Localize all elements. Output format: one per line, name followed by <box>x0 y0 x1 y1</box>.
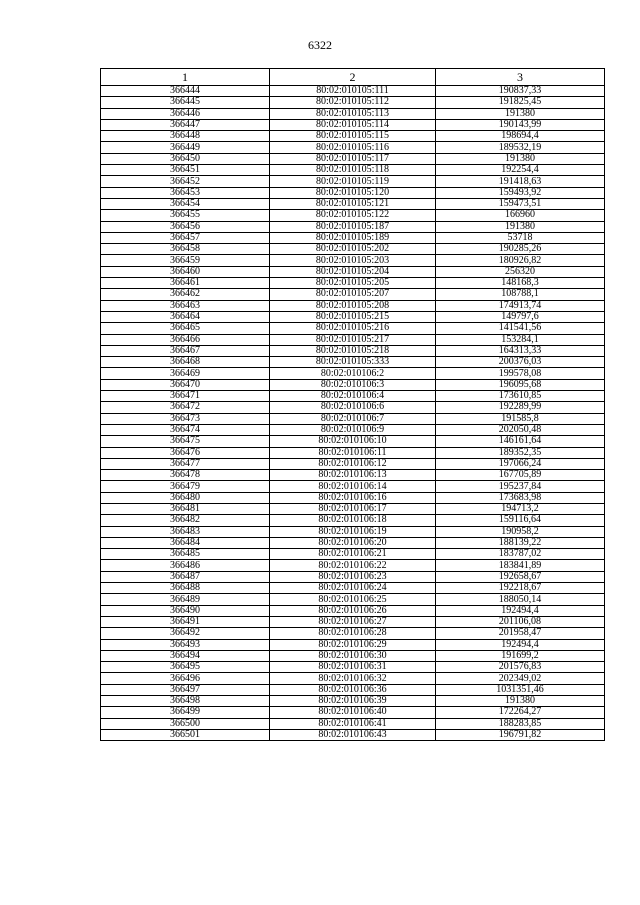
row-number-cell: 366445 <box>101 97 270 108</box>
row-number-cell: 366463 <box>101 300 270 311</box>
value-cell: 189352,35 <box>436 447 605 458</box>
row-number-cell: 366453 <box>101 187 270 198</box>
value-cell: 183841,89 <box>436 560 605 571</box>
row-number-cell: 366462 <box>101 289 270 300</box>
table-row <box>101 402 605 413</box>
page-number: 6322 <box>308 38 332 52</box>
row-number-cell: 366498 <box>101 696 270 707</box>
value-cell: 194713,2 <box>436 503 605 514</box>
cadastral-number-cell: 80:02:010106:28 <box>270 628 436 639</box>
cadastral-number-cell: 80:02:010105:121 <box>270 198 436 209</box>
table-row <box>101 515 605 526</box>
value-cell: 183787,02 <box>436 549 605 560</box>
row-number-cell: 366487 <box>101 571 270 582</box>
row-number-cell: 366448 <box>101 131 270 142</box>
value-cell: 196791,82 <box>436 729 605 740</box>
table-body <box>101 86 605 741</box>
row-number-cell: 366473 <box>101 413 270 424</box>
value-cell: 190285,26 <box>436 244 605 255</box>
value-cell: 146161,64 <box>436 436 605 447</box>
value-cell: 192494,4 <box>436 639 605 650</box>
cadastral-number-cell: 80:02:010105:113 <box>270 108 436 119</box>
row-number-cell: 366479 <box>101 481 270 492</box>
cadastral-number-cell: 80:02:010105:217 <box>270 334 436 345</box>
row-number-cell: 366460 <box>101 266 270 277</box>
cadastral-number-cell: 80:02:010106:43 <box>270 729 436 740</box>
row-number-cell: 366495 <box>101 662 270 673</box>
cadastral-number-cell: 80:02:010105:202 <box>270 244 436 255</box>
cadastral-number-cell: 80:02:010106:2 <box>270 368 436 379</box>
value-cell: 195237,84 <box>436 481 605 492</box>
table-row <box>101 97 605 108</box>
table-row <box>101 266 605 277</box>
table-row <box>101 153 605 164</box>
value-cell: 191380 <box>436 153 605 164</box>
row-number-cell: 366466 <box>101 334 270 345</box>
table-row <box>101 255 605 266</box>
table-row <box>101 176 605 187</box>
cadastral-number-cell: 80:02:010105:215 <box>270 311 436 322</box>
table-row <box>101 323 605 334</box>
row-number-cell: 366492 <box>101 628 270 639</box>
value-cell: 201576,83 <box>436 662 605 673</box>
value-cell: 159116,64 <box>436 515 605 526</box>
row-number-cell: 366496 <box>101 673 270 684</box>
cadastral-number-cell: 80:02:010106:12 <box>270 458 436 469</box>
cadastral-number-cell: 80:02:010105:333 <box>270 357 436 368</box>
value-cell: 141541,56 <box>436 323 605 334</box>
row-number-cell: 366464 <box>101 311 270 322</box>
table-row <box>101 447 605 458</box>
value-cell: 172264,27 <box>436 707 605 718</box>
cadastral-number-cell: 80:02:010105:205 <box>270 278 436 289</box>
value-cell: 201106,08 <box>436 616 605 627</box>
table-row <box>101 594 605 605</box>
value-cell: 188050,14 <box>436 594 605 605</box>
table-row <box>101 526 605 537</box>
value-cell: 191380 <box>436 221 605 232</box>
table-row <box>101 673 605 684</box>
value-cell: 188139,22 <box>436 537 605 548</box>
value-cell: 196095,68 <box>436 379 605 390</box>
row-number-cell: 366483 <box>101 526 270 537</box>
cadastral-number-cell: 80:02:010106:40 <box>270 707 436 718</box>
value-cell: 202349,02 <box>436 673 605 684</box>
table-row <box>101 210 605 221</box>
row-number-cell: 366461 <box>101 278 270 289</box>
cadastral-number-cell: 80:02:010105:207 <box>270 289 436 300</box>
row-number-cell: 366476 <box>101 447 270 458</box>
table-row <box>101 289 605 300</box>
row-number-cell: 366469 <box>101 368 270 379</box>
row-number-cell: 366467 <box>101 345 270 356</box>
value-cell: 191418,63 <box>436 176 605 187</box>
table-row <box>101 165 605 176</box>
value-cell: 192218,67 <box>436 583 605 594</box>
value-cell: 149797,6 <box>436 311 605 322</box>
cadastral-number-cell: 80:02:010106:20 <box>270 537 436 548</box>
table-row <box>101 560 605 571</box>
cadastral-number-cell: 80:02:010105:114 <box>270 119 436 130</box>
value-cell: 202050,48 <box>436 424 605 435</box>
value-cell: 53718 <box>436 232 605 243</box>
row-number-cell: 366501 <box>101 729 270 740</box>
column-header-1: 1 <box>101 69 270 86</box>
value-cell: 167705,89 <box>436 470 605 481</box>
value-cell: 159473,51 <box>436 198 605 209</box>
table-row <box>101 142 605 153</box>
table-row <box>101 639 605 650</box>
row-number-cell: 366477 <box>101 458 270 469</box>
row-number-cell: 366447 <box>101 119 270 130</box>
column-header-3: 3 <box>436 69 605 86</box>
row-number-cell: 366485 <box>101 549 270 560</box>
table-row <box>101 244 605 255</box>
row-number-cell: 366457 <box>101 232 270 243</box>
value-cell: 191699,2 <box>436 650 605 661</box>
row-number-cell: 366494 <box>101 650 270 661</box>
cadastral-number-cell: 80:02:010106:39 <box>270 696 436 707</box>
row-number-cell: 366489 <box>101 594 270 605</box>
row-number-cell: 366446 <box>101 108 270 119</box>
table-row <box>101 684 605 695</box>
table-row <box>101 221 605 232</box>
row-number-cell: 366472 <box>101 402 270 413</box>
cadastral-number-cell: 80:02:010106:24 <box>270 583 436 594</box>
cadastral-number-cell: 80:02:010106:13 <box>270 470 436 481</box>
value-cell: 188283,85 <box>436 718 605 729</box>
cadastral-number-cell: 80:02:010106:30 <box>270 650 436 661</box>
table-row <box>101 583 605 594</box>
value-cell: 148168,3 <box>436 278 605 289</box>
row-number-cell: 366497 <box>101 684 270 695</box>
cadastral-number-cell: 80:02:010106:23 <box>270 571 436 582</box>
row-number-cell: 366455 <box>101 210 270 221</box>
cadastral-number-cell: 80:02:010106:18 <box>270 515 436 526</box>
cadastral-number-cell: 80:02:010106:7 <box>270 413 436 424</box>
table-row <box>101 424 605 435</box>
table-row <box>101 470 605 481</box>
value-cell: 190837,33 <box>436 86 605 97</box>
value-cell: 190958,2 <box>436 526 605 537</box>
table-row <box>101 357 605 368</box>
table-row <box>101 278 605 289</box>
table-row <box>101 391 605 402</box>
row-number-cell: 366449 <box>101 142 270 153</box>
cadastral-number-cell: 80:02:010106:14 <box>270 481 436 492</box>
table-row <box>101 605 605 616</box>
row-number-cell: 366488 <box>101 583 270 594</box>
row-number-cell: 366474 <box>101 424 270 435</box>
cadastral-number-cell: 80:02:010106:26 <box>270 605 436 616</box>
row-number-cell: 366481 <box>101 503 270 514</box>
cadastral-number-cell: 80:02:010106:9 <box>270 424 436 435</box>
row-number-cell: 366493 <box>101 639 270 650</box>
cadastral-number-cell: 80:02:010106:31 <box>270 662 436 673</box>
value-cell: 192254,4 <box>436 165 605 176</box>
table-row <box>101 707 605 718</box>
value-cell: 201958,47 <box>436 628 605 639</box>
cadastral-number-cell: 80:02:010106:4 <box>270 391 436 402</box>
row-number-cell: 366482 <box>101 515 270 526</box>
value-cell: 192289,99 <box>436 402 605 413</box>
row-number-cell: 366468 <box>101 357 270 368</box>
value-cell: 173610,85 <box>436 391 605 402</box>
cadastral-number-cell: 80:02:010105:189 <box>270 232 436 243</box>
table-row <box>101 503 605 514</box>
table-row <box>101 300 605 311</box>
cadastral-number-cell: 80:02:010105:216 <box>270 323 436 334</box>
cadastral-number-cell: 80:02:010105:112 <box>270 97 436 108</box>
table-row <box>101 379 605 390</box>
row-number-cell: 366486 <box>101 560 270 571</box>
table-row <box>101 537 605 548</box>
cadastral-number-cell: 80:02:010105:204 <box>270 266 436 277</box>
table-row <box>101 650 605 661</box>
row-number-cell: 366450 <box>101 153 270 164</box>
value-cell: 191825,45 <box>436 97 605 108</box>
row-number-cell: 366454 <box>101 198 270 209</box>
cadastral-number-cell: 80:02:010106:3 <box>270 379 436 390</box>
value-cell: 108788,1 <box>436 289 605 300</box>
value-cell: 197066,24 <box>436 458 605 469</box>
row-number-cell: 366456 <box>101 221 270 232</box>
value-cell: 1031351,46 <box>436 684 605 695</box>
data-table <box>100 68 605 741</box>
cadastral-number-cell: 80:02:010106:41 <box>270 718 436 729</box>
cadastral-number-cell: 80:02:010105:187 <box>270 221 436 232</box>
value-cell: 159493,92 <box>436 187 605 198</box>
table-row <box>101 119 605 130</box>
cadastral-number-cell: 80:02:010106:19 <box>270 526 436 537</box>
cadastral-number-cell: 80:02:010105:203 <box>270 255 436 266</box>
table-row <box>101 718 605 729</box>
row-number-cell: 366470 <box>101 379 270 390</box>
cadastral-number-cell: 80:02:010106:32 <box>270 673 436 684</box>
table-row <box>101 334 605 345</box>
cadastral-number-cell: 80:02:010105:111 <box>270 86 436 97</box>
value-cell: 200376,03 <box>436 357 605 368</box>
table-row <box>101 696 605 707</box>
table-row <box>101 368 605 379</box>
table-row <box>101 571 605 582</box>
row-number-cell: 366444 <box>101 86 270 97</box>
cadastral-number-cell: 80:02:010105:119 <box>270 176 436 187</box>
value-cell: 256320 <box>436 266 605 277</box>
table-row <box>101 108 605 119</box>
cadastral-number-cell: 80:02:010106:27 <box>270 616 436 627</box>
table-row <box>101 198 605 209</box>
row-number-cell: 366490 <box>101 605 270 616</box>
value-cell: 153284,1 <box>436 334 605 345</box>
row-number-cell: 366471 <box>101 391 270 402</box>
cadastral-number-cell: 80:02:010105:208 <box>270 300 436 311</box>
value-cell: 191380 <box>436 696 605 707</box>
row-number-cell: 366478 <box>101 470 270 481</box>
column-header-2: 2 <box>270 69 436 86</box>
table-row <box>101 436 605 447</box>
cadastral-number-cell: 80:02:010105:117 <box>270 153 436 164</box>
cadastral-number-cell: 80:02:010106:16 <box>270 492 436 503</box>
row-number-cell: 366458 <box>101 244 270 255</box>
row-number-cell: 366491 <box>101 616 270 627</box>
value-cell: 192658,67 <box>436 571 605 582</box>
table-row <box>101 131 605 142</box>
cadastral-number-cell: 80:02:010105:120 <box>270 187 436 198</box>
table-row <box>101 345 605 356</box>
value-cell: 189532,19 <box>436 142 605 153</box>
table-row <box>101 187 605 198</box>
table-row <box>101 458 605 469</box>
cadastral-number-cell: 80:02:010105:115 <box>270 131 436 142</box>
cadastral-number-cell: 80:02:010105:116 <box>270 142 436 153</box>
row-number-cell: 366452 <box>101 176 270 187</box>
table-row <box>101 481 605 492</box>
value-cell: 192494,4 <box>436 605 605 616</box>
table-row <box>101 549 605 560</box>
row-number-cell: 366499 <box>101 707 270 718</box>
cadastral-number-cell: 80:02:010106:11 <box>270 447 436 458</box>
row-number-cell: 366475 <box>101 436 270 447</box>
value-cell: 174913,74 <box>436 300 605 311</box>
table-row <box>101 628 605 639</box>
value-cell: 191585,8 <box>436 413 605 424</box>
value-cell: 180926,82 <box>436 255 605 266</box>
value-cell: 190143,99 <box>436 119 605 130</box>
cadastral-number-cell: 80:02:010106:29 <box>270 639 436 650</box>
row-number-cell: 366451 <box>101 165 270 176</box>
cadastral-number-cell: 80:02:010106:22 <box>270 560 436 571</box>
table-header-row <box>101 69 605 86</box>
value-cell: 199578,08 <box>436 368 605 379</box>
value-cell: 191380 <box>436 108 605 119</box>
row-number-cell: 366484 <box>101 537 270 548</box>
row-number-cell: 366459 <box>101 255 270 266</box>
cadastral-number-cell: 80:02:010106:25 <box>270 594 436 605</box>
cadastral-number-cell: 80:02:010105:118 <box>270 165 436 176</box>
table-row <box>101 492 605 503</box>
row-number-cell: 366465 <box>101 323 270 334</box>
cadastral-number-cell: 80:02:010105:122 <box>270 210 436 221</box>
value-cell: 166960 <box>436 210 605 221</box>
table-row <box>101 86 605 97</box>
table-row <box>101 232 605 243</box>
table-row <box>101 662 605 673</box>
cadastral-number-cell: 80:02:010106:10 <box>270 436 436 447</box>
value-cell: 198694,4 <box>436 131 605 142</box>
cadastral-number-cell: 80:02:010106:21 <box>270 549 436 560</box>
table-row <box>101 413 605 424</box>
value-cell: 164313,33 <box>436 345 605 356</box>
table-row <box>101 311 605 322</box>
cadastral-number-cell: 80:02:010106:36 <box>270 684 436 695</box>
cadastral-number-cell: 80:02:010106:6 <box>270 402 436 413</box>
table-row <box>101 729 605 740</box>
cadastral-number-cell: 80:02:010106:17 <box>270 503 436 514</box>
value-cell: 173683,98 <box>436 492 605 503</box>
row-number-cell: 366480 <box>101 492 270 503</box>
cadastral-number-cell: 80:02:010105:218 <box>270 345 436 356</box>
table-row <box>101 616 605 627</box>
row-number-cell: 366500 <box>101 718 270 729</box>
